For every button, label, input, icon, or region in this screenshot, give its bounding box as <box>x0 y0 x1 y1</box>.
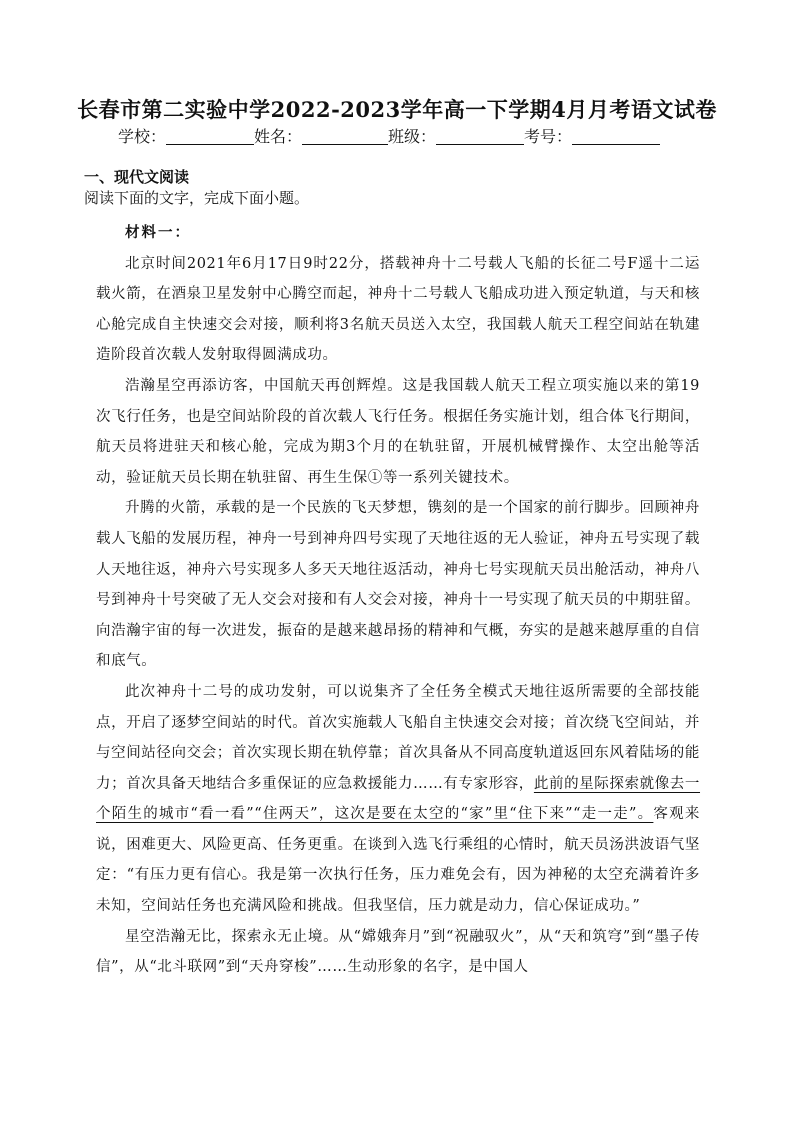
class-label: 班级： <box>388 127 437 146</box>
school-label: 学校： <box>118 127 167 146</box>
name-blank[interactable] <box>302 128 388 145</box>
paragraph-4-start: 此次神舟十二号的成功发射，可以说集齐了全任务全模式天地往返所需要的全部技能点，开启了逐梦空间站的时代。首次实施载人飞船自主快速交会对接；首次绕飞空间站，并与空间站径向交会；首次实现长期在轨停靠；首次具备从不同高度轨道返回东风着陆场的能力；首次具备天地结合多重保证的应急救援能力……有专家形容， <box>96 683 700 792</box>
paragraph-4-end: 客观来说，困难更大、风险更高、任务更重。在谈到入选飞行乘组的心情时，航天员汤洪波语气坚定：“有压力更有信心。我是第一次执行任务，压力难免会有，因为神秘的太空充满着许多未知，空间站任务也充满风险和挑战。但我坚信，压力就是动力，信心保证成功。” <box>96 806 700 915</box>
student-info-line <box>118 126 718 148</box>
underlined-sentence: 此前的星际探索就像去一个陌生的城市“看一看”“住两天”，这次是要在太空的“家”里“住下来”“走一走”。 <box>96 775 701 823</box>
reading-instruction: 阅读下面的文字，完成下面小题。 <box>84 189 310 207</box>
paragraph-1: 北京时间2021年6月17日9时22分，搭载神舟十二号载人飞船的长征二号F遥十二运载火箭，在酒泉卫星发射中心腾空而起，神舟十二号载人飞船成功进入预定轨道，与天和核心舱完成自主快速交会对接，顺利将3名航天员送入太空，我国载人航天工程空间站在轨建造阶段首次载人发射取得圆满成功。 <box>96 255 700 364</box>
paragraph-4 <box>96 677 700 922</box>
paragraph-3: 升腾的火箭，承载的是一个民族的飞天梦想，镌刻的是一个国家的前行脚步。回顾神舟载人飞船的发展历程，神舟一号到神舟四号实现了天地往返的无人验证，神舟五号实现了载人天地往返，神舟六号实现多人多天天地往返活动，神舟七号实现航天员出舱活动，神舟八号到神舟十号突破了无人交会对接和有人交会对接，神舟十一号实现了航天员的中期驻留。向浩瀚宇宙的每一次进发，振奋的是越来越昂扬的精神和气概，夯实的是越来越厚重的自信和底气。 <box>96 500 700 670</box>
exam-number-blank[interactable] <box>572 128 660 145</box>
school-blank[interactable] <box>166 128 254 145</box>
exam-number-label: 考号： <box>524 127 573 146</box>
material-label: 材料一： <box>125 224 191 241</box>
name-label: 姓名： <box>254 127 303 146</box>
paragraph-5: 星空浩瀚无比，探索永无止境。从“嫦娥奔月”到“祝融驭火”，从“天和筑穹”到“墨子传信”，从“北斗联网”到“天舟穿梭”……生动形象的名字，是中国人 <box>96 928 700 976</box>
paragraph-2: 浩瀚星空再添访客，中国航天再创辉煌。这是我国载人航天工程立项实施以来的第19次飞行任务，也是空间站阶段的首次载人飞行任务。根据任务实施计划，组合体飞行期间，航天员将进驻天和核心舱，完成为期3个月的在轨驻留，开展机械臂操作、太空出舱等活动，验证航天员长期在轨驻留、再生生保①等一系列关键技术。 <box>96 377 700 486</box>
section-heading: 一、现代文阅读 <box>84 168 190 186</box>
class-blank[interactable] <box>436 128 524 145</box>
reading-passage <box>96 218 700 983</box>
exam-title: 长春市第二实验中学2022-2023学年高一下学期4月月考语文试卷 <box>77 97 717 122</box>
